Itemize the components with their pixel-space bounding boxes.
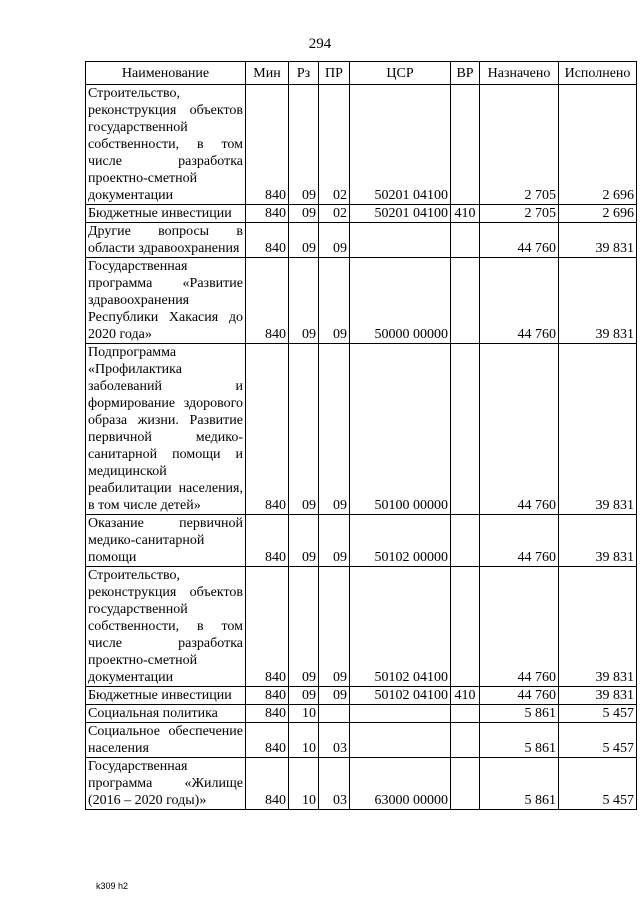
cell-csr: 50201 04100 <box>350 85 451 205</box>
cell-name: Социальное обеспечение населения <box>86 723 246 758</box>
cell-vr: 410 <box>451 687 480 705</box>
cell-name: Бюджетные инвестиции <box>86 205 246 223</box>
cell-executed: 5 457 <box>559 705 637 723</box>
cell-pr: 03 <box>319 723 350 758</box>
cell-min: 840 <box>246 85 289 205</box>
cell-pr: 09 <box>319 567 350 687</box>
cell-rz: 09 <box>289 687 319 705</box>
header-pr: ПР <box>319 62 350 85</box>
cell-csr <box>350 705 451 723</box>
header-vr: ВР <box>451 62 480 85</box>
cell-rz: 10 <box>289 758 319 810</box>
cell-min: 840 <box>246 258 289 344</box>
table-row <box>86 344 637 515</box>
cell-assigned: 5 861 <box>480 758 559 810</box>
cell-rz: 09 <box>289 344 319 515</box>
cell-min: 840 <box>246 705 289 723</box>
cell-executed: 5 457 <box>559 758 637 810</box>
table-header-row <box>86 62 637 85</box>
cell-csr: 50201 04100 <box>350 205 451 223</box>
cell-min: 840 <box>246 515 289 567</box>
cell-vr <box>451 85 480 205</box>
cell-csr: 63000 00000 <box>350 758 451 810</box>
cell-vr <box>451 515 480 567</box>
page-number: 294 <box>308 36 332 52</box>
cell-vr: 410 <box>451 205 480 223</box>
cell-min: 840 <box>246 567 289 687</box>
table-row <box>86 515 637 567</box>
header-assigned: Назначено <box>480 62 559 85</box>
table-row <box>86 205 637 223</box>
cell-rz: 09 <box>289 223 319 258</box>
header-rz: Рз <box>289 62 319 85</box>
header-min: Мин <box>246 62 289 85</box>
cell-assigned: 2 705 <box>480 85 559 205</box>
cell-executed: 39 831 <box>559 258 637 344</box>
cell-csr <box>350 223 451 258</box>
cell-pr: 09 <box>319 687 350 705</box>
cell-name: Государственная программа «Развитие здравоохранения Республики Хакасия до 2020 года» <box>86 258 246 344</box>
cell-pr <box>319 705 350 723</box>
cell-rz: 10 <box>289 705 319 723</box>
cell-vr <box>451 567 480 687</box>
cell-min: 840 <box>246 687 289 705</box>
header-name: Наименование <box>86 62 246 85</box>
cell-rz: 09 <box>289 85 319 205</box>
cell-min: 840 <box>246 758 289 810</box>
cell-rz: 10 <box>289 723 319 758</box>
table-row <box>86 758 637 810</box>
table-row <box>86 258 637 344</box>
cell-min: 840 <box>246 723 289 758</box>
cell-name: Оказание первичной медико-санитарной помощи <box>86 515 246 567</box>
cell-executed: 39 831 <box>559 223 637 258</box>
cell-csr: 50102 04100 <box>350 567 451 687</box>
cell-executed: 39 831 <box>559 687 637 705</box>
cell-assigned: 44 760 <box>480 687 559 705</box>
cell-pr: 02 <box>319 205 350 223</box>
cell-pr: 09 <box>319 344 350 515</box>
cell-executed: 39 831 <box>559 515 637 567</box>
cell-pr: 09 <box>319 258 350 344</box>
header-csr: ЦСР <box>350 62 451 85</box>
table-row <box>86 223 637 258</box>
cell-vr <box>451 223 480 258</box>
cell-vr <box>451 705 480 723</box>
cell-assigned: 44 760 <box>480 223 559 258</box>
cell-min: 840 <box>246 344 289 515</box>
cell-assigned: 44 760 <box>480 258 559 344</box>
cell-executed: 39 831 <box>559 567 637 687</box>
cell-csr: 50000 00000 <box>350 258 451 344</box>
cell-assigned: 5 861 <box>480 705 559 723</box>
cell-assigned: 44 760 <box>480 567 559 687</box>
cell-pr: 09 <box>319 515 350 567</box>
cell-csr <box>350 723 451 758</box>
cell-pr: 03 <box>319 758 350 810</box>
cell-vr <box>451 723 480 758</box>
cell-name: Другие вопросы в области здравоохранения <box>86 223 246 258</box>
cell-rz: 09 <box>289 205 319 223</box>
cell-assigned: 2 705 <box>480 205 559 223</box>
cell-pr: 09 <box>319 223 350 258</box>
cell-assigned: 44 760 <box>480 515 559 567</box>
header-executed: Исполнено <box>559 62 637 85</box>
cell-executed: 5 457 <box>559 723 637 758</box>
cell-pr: 02 <box>319 85 350 205</box>
cell-executed: 2 696 <box>559 205 637 223</box>
cell-executed: 39 831 <box>559 344 637 515</box>
table-row <box>86 687 637 705</box>
cell-vr <box>451 344 480 515</box>
cell-name: Подпрограмма «Профилактика заболеваний и формирование здорового образа жизни. Развитие первичной медико-санитарной помощи и медицинской реабилитации населения, в том числе детей» <box>86 344 246 515</box>
cell-min: 840 <box>246 223 289 258</box>
cell-vr <box>451 258 480 344</box>
cell-rz: 09 <box>289 567 319 687</box>
table-row <box>86 567 637 687</box>
cell-executed: 2 696 <box>559 85 637 205</box>
cell-rz: 09 <box>289 258 319 344</box>
table-row <box>86 705 637 723</box>
cell-rz: 09 <box>289 515 319 567</box>
cell-name: Строительство, реконструкция объектов государственной собственности, в том числе разработка проектно-сметной документации <box>86 85 246 205</box>
cell-name: Бюджетные инвестиции <box>86 687 246 705</box>
cell-assigned: 44 760 <box>480 344 559 515</box>
cell-min: 840 <box>246 205 289 223</box>
cell-name: Государственная программа «Жилище (2016 – 2020 годы)» <box>86 758 246 810</box>
cell-csr: 50100 00000 <box>350 344 451 515</box>
cell-csr: 50102 00000 <box>350 515 451 567</box>
cell-csr: 50102 04100 <box>350 687 451 705</box>
cell-name: Строительство, реконструкция объектов государственной собственности, в том числе разработка проектно-сметной документации <box>86 567 246 687</box>
cell-vr <box>451 758 480 810</box>
budget-table <box>85 61 637 810</box>
footer-code: k309 h2 <box>96 881 129 891</box>
table-row <box>86 723 637 758</box>
table-row <box>86 85 637 205</box>
cell-assigned: 5 861 <box>480 723 559 758</box>
cell-name: Социальная политика <box>86 705 246 723</box>
